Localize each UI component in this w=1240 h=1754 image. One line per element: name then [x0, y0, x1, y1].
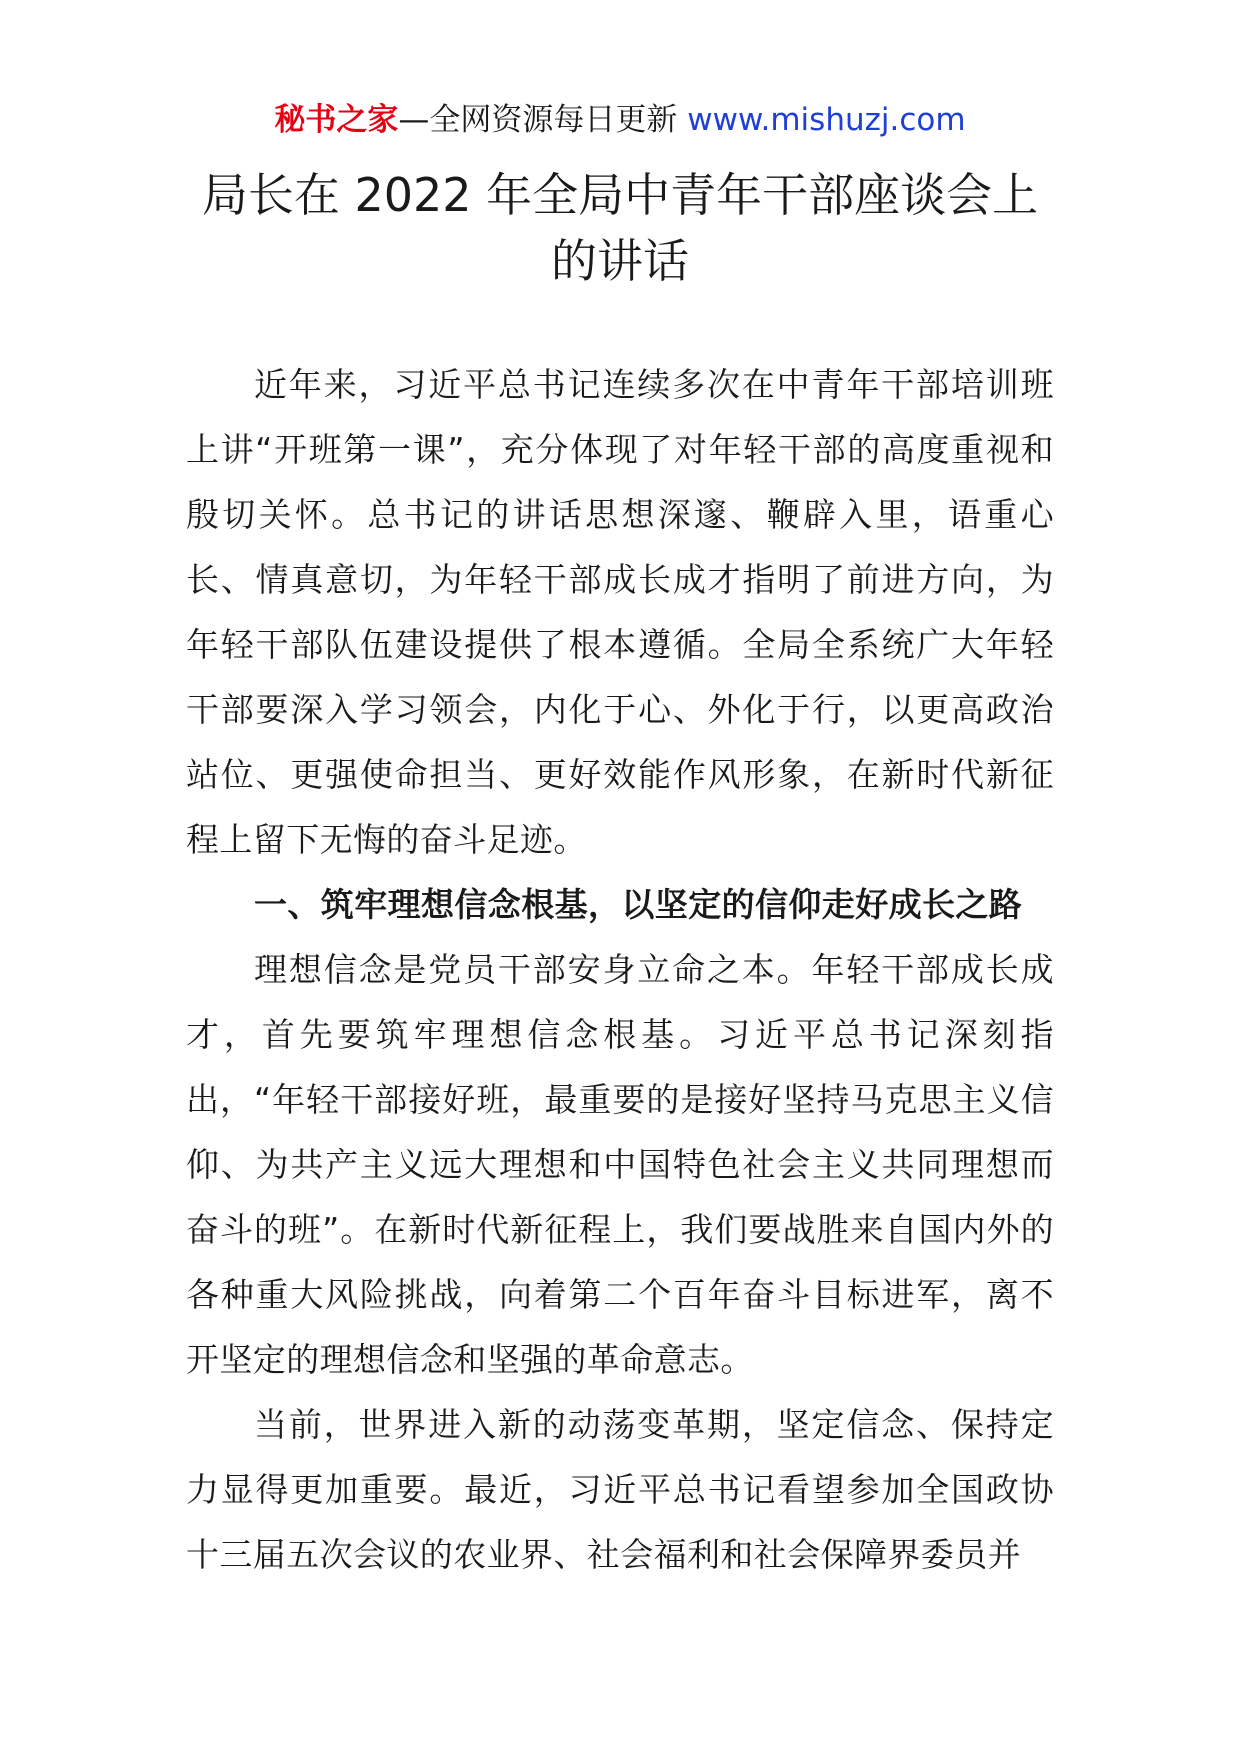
document-title	[190, 162, 1050, 294]
document-title-line-1: 局长在 2022 年全局中青年干部座谈会上	[201, 168, 1039, 222]
body-paragraph-intro: 近年来，习近平总书记连续多次在中青年干部培训班上讲“开班第一课”，充分体现了对年轻干部的高度重视和殷切关怀。总书记的讲话思想深邃、鞭辟入里，语重心长、情真意切，为年轻干部成长成才指明了前进方向，为年轻干部队伍建设提供了根本遵循。全局全系统广大年轻干部要深入学习领会，内化于心、外化于行，以更高政治站位、更强使命担当、更好效能作风形象，在新时代新征程上留下无悔的奋斗足迹。	[186, 365, 1054, 859]
site-brand: 秘书之家	[274, 102, 399, 138]
section-heading-1: 一、筑牢理想信念根基，以坚定的信仰走好成长之路	[254, 885, 1023, 924]
site-tagline: —全网资源每日更新	[398, 102, 688, 138]
document-title-line-2: 的讲话	[551, 234, 689, 288]
body-paragraph-ideals: 理想信念是党员干部安身立命之本。年轻干部成长成才，首先要筑牢理想信念根基。习近平总书记深刻指出，“年轻干部接好班，最重要的是接好坚持马克思主义信仰、为共产主义远大理想和中国特色社会主义共同理想而奋斗的班”。在新时代新征程上，我们要战胜来自国内外的各种重大风险挑战，向着第二个百年奋斗目标进军，离不开坚定的理想信念和坚强的革命意志。	[186, 950, 1054, 1379]
document-body	[186, 352, 1054, 1587]
body-paragraph-current: 当前，世界进入新的动荡变革期，坚定信念、保持定力显得更加重要。最近，习近平总书记看望参加全国政协十三届五次会议的农业界、社会福利和社会保障界委员并	[186, 1405, 1054, 1574]
site-url-link[interactable]: www.mishuzj.com	[687, 102, 966, 138]
site-header	[0, 98, 1240, 142]
